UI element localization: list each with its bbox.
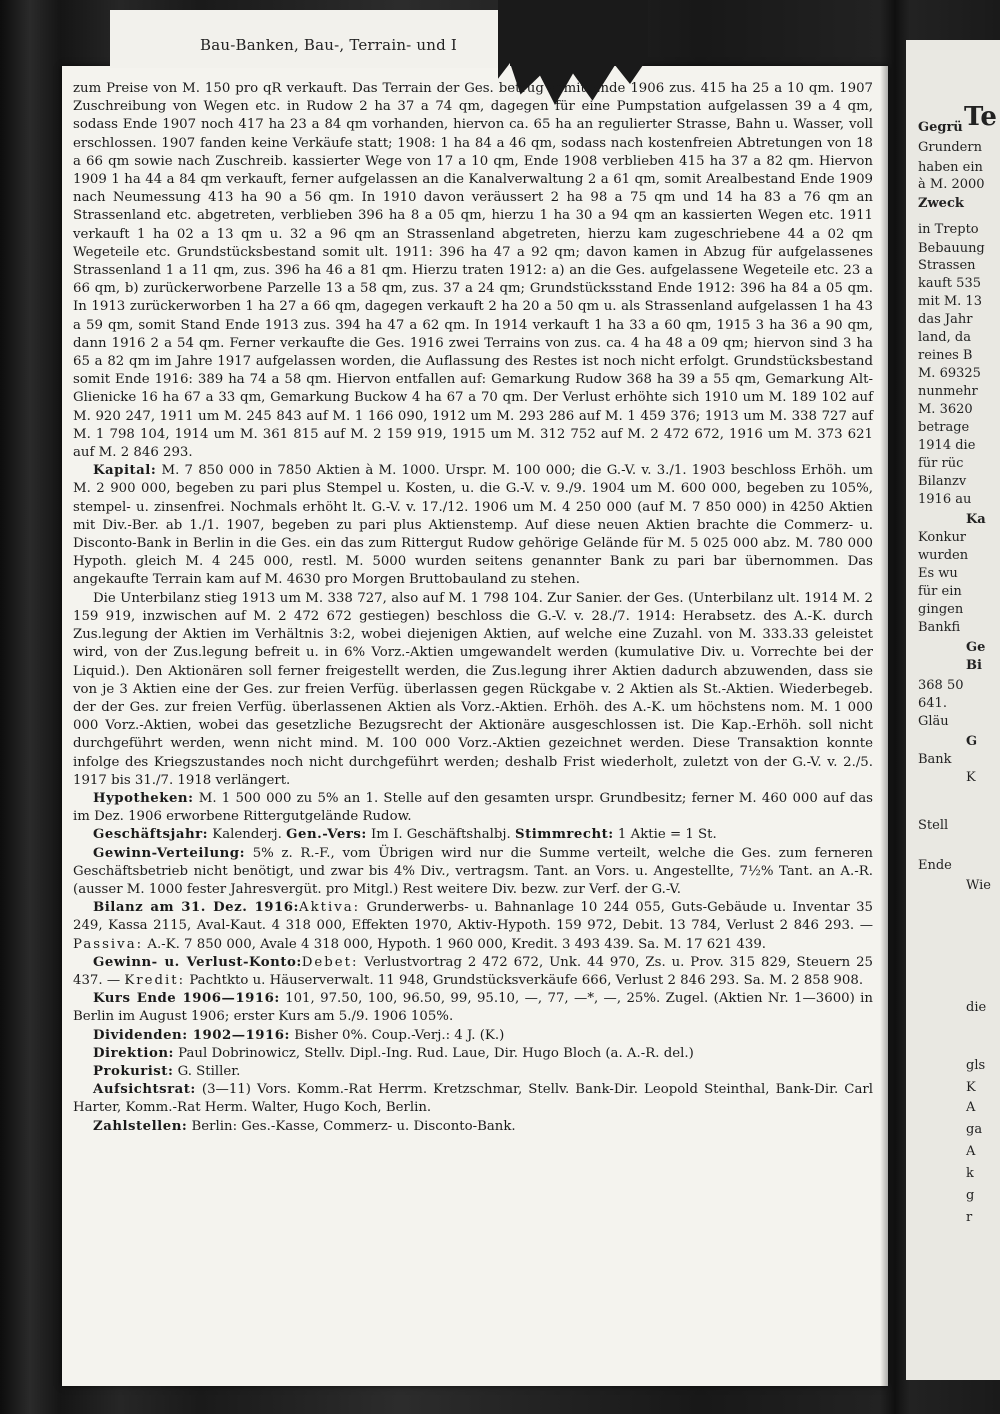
adjacent-page-line: K <box>966 1080 976 1095</box>
document-body <box>73 80 873 1136</box>
paragraph-text: 1 Aktie = 1 St. <box>613 827 717 843</box>
section-label: Kapital: <box>93 463 157 479</box>
paragraph <box>73 462 873 589</box>
adjacent-page-line: K <box>966 770 976 785</box>
adjacent-page-line: A <box>966 1144 976 1159</box>
adjacent-page-line: in Trepto <box>918 222 979 237</box>
paragraph-text: Paul Dobrinowicz, Stellv. Dipl.-Ing. Rud. Laue, Dir. Hugo Bloch (a. A.-R. del.) <box>173 1045 694 1061</box>
paragraph-text: M. 1 500 000 zu 5% an 1. Stelle auf den gesamten urspr. Grundbesitz; ferner M. 460 000 auf das im Dez. 1906 erworbene Rittergutgelände Rudow. <box>73 790 873 825</box>
section-label: Gen.-Vers: <box>286 827 367 843</box>
paragraph-text: 101, 97.50, 100, 96.50, 99, 95.10, —, 77, —*, —, 25%. Zugel. (Aktien Nr. 1—3600) in Berlin im August 1906; erster Kurs am 5./9. 1906 105%. <box>73 991 873 1025</box>
adjacent-page-line: r <box>966 1210 973 1225</box>
adjacent-page-line: M. 69325 <box>918 366 981 381</box>
adjacent-page-line: 1916 au <box>918 492 972 507</box>
paragraph-text: Bisher 0%. Coup.-Verj.: 4 J. (K.) <box>289 1027 505 1043</box>
paragraph <box>73 954 873 990</box>
paragraph <box>73 1118 873 1136</box>
adjacent-page-line: die <box>966 1000 987 1015</box>
paragraph <box>73 790 873 826</box>
paragraph <box>73 1063 873 1081</box>
adjacent-page-line: Gegrü <box>918 120 963 135</box>
section-label: Gewinn-Verteilung: <box>93 845 246 861</box>
adjacent-page-line: g <box>966 1188 975 1203</box>
paragraph-text: Pachtkto u. Häuserverwalt. 11 948, Grundstücksverkäufe 666, Verlust 2 846 293. Sa. M. 2 858 908. <box>185 972 864 988</box>
adjacent-page-line: Bankfi <box>918 620 961 635</box>
adjacent-page-line: G <box>966 734 978 749</box>
section-label: Kurs Ende 1906—1916: <box>93 991 280 1007</box>
section-label: Bilanz am 31. Dez. 1916: <box>93 900 299 916</box>
section-label: Zahlstellen: <box>93 1118 188 1134</box>
adjacent-page-line: A <box>966 1100 976 1115</box>
paragraph <box>73 80 873 462</box>
adjacent-page-line: das Jahr <box>918 312 973 327</box>
paragraph <box>73 990 873 1026</box>
adjacent-page-line: Ka <box>966 512 986 527</box>
paragraph-text: Berlin: Ges.-Kasse, Commerz- u. Disconto-Bank. <box>187 1118 516 1134</box>
adjacent-page-line: für rüc <box>918 456 964 471</box>
adjacent-page <box>906 40 1000 1380</box>
adjacent-page-line: reines B <box>918 348 973 363</box>
spaced-label: Passiva: <box>73 936 144 952</box>
paragraph-text: Die Unterbilanz stieg 1913 um M. 338 727, also auf M. 1 798 104. Zur Sanier. der Ges. (Unterbilanz ult. 1914 M. 2 159 919, inzwischen auf M. 2 472 672 gestiegen) beschloss die G.-V. v. 28./7. 1914: Herabsetz. des A.-K. durch Zus.legung der Aktien im Verhältnis 3:2, wobei diejenigen Aktien, auf welche eine Zuzahl. von M. 333.33 geleistet wird, von der Zus.legung befreit u. in 6% Vorz.-Aktien umgewandelt werden (kumulative Div. u. Vorrechte bei der Liquid.). Den Aktionären soll ferner freigestellt werden, die Zus.legung ihrer Aktien dadurch abzuwenden, dass sie von je 3 Aktien eine der Ges. zur freien Verfüg. überlassen gegen Rückgabe v. 2 Aktien als St.-Aktien. Wiederbegeb. der der Ges. zur freien Verfüg. überlassenen Aktien als Vorz.-Aktien. Erhöh. des A.-K. um höchstens nom. M. 1 000 000 Vorz.-Aktien, wobei das gesetzliche Bezugsrecht der Aktionäre ausgeschlossen ist. Die Kap.-Erhöh. soll nicht durchgeführt werden, wenn nicht mind. M. 100 000 Vorz.-Aktien gezeichnet werden. Diese Transaktion konnte infolge des Kriegszustandes noch nicht durchgeführt werden; deshalb Frist wiederholt, zuletzt von der G.-V. v. 2./5. 1917 bis 31./7. 1918 verlängert. <box>73 590 873 788</box>
adjacent-page-line: Bank <box>918 752 952 767</box>
paragraph-text: (3—11) Vors. Komm.-Rat Herrm. Kretzschmar, Stellv. Bank-Dir. Leopold Steinthal, Bank-Dir. Carl Harter, Komm.-Rat Herm. Walter, Hugo Koch, Berlin. <box>73 1082 873 1116</box>
spaced-label: Aktiva: <box>298 900 361 916</box>
adjacent-page-line: Zweck <box>918 196 964 211</box>
adjacent-page-line: ga <box>966 1122 983 1137</box>
paragraph-text: zum Preise von M. 150 pro qR verkauft. Das Terrain der Ges. betrug somit Ende 1906 zus. 415 ha 25 a 10 qm. 1907 Zuschreibung von Wegen etc. in Rudow 2 ha 37 a 74 qm, dagegen für eine Pumpstation aufgelassen 39 a 4 qm, sodass Ende 1907 noch 417 ha 23 a 84 qm vorhanden, hiervon ca. 65 ha an regulierter Strasse, Bahn u. Wasser, voll erschlossen. 1907 fanden keine Verkäufe statt; 1908: 1 ha 84 a 46 qm, sodass nach kostenfreien Abtretungen von 18 a 66 qm sowie nach Zuschreib. kassierter Wege von 17 a 10 qm, Ende 1908 verblieben 415 ha 37 a 82 qm. Hiervon 1909 1 ha 44 a 84 qm verkauft, ferner aufgelassen an die Kanalverwaltung 2 a 61 qm, somit Arealbestand Ende 1909 nach Neumessung 413 ha 90 a 56 qm. In 1910 davon veräussert 2 ha 98 a 75 qm und 14 ha 83 a 76 qm an Strassenland etc. abgetreten, verblieben 396 ha 8 a 05 qm, hierzu 1 ha 30 a 94 qm an kassierten Wegen etc. 1911 verkauft 1 ha 02 a 13 qm u. 32 a 96 qm an Strassenland abgetreten, hierzu kam zugeschriebene 44 a 02 qm Wegeteile etc. Grundstücksbestand somit ult. 1911: 396 ha 47 a 92 qm; davon kamen in Abzug für aufgelassenes Strassenland 1 a 11 qm, zus. 396 ha 46 a 81 qm. Hierzu traten 1912: a) an die Ges. aufgelassene Wegeteile etc. 23 a 66 qm, b) zurückerworbene Parzelle 13 a 58 qm, zus. 37 a 24 qm; Grundstücksstand Ende 1912: 396 ha 84 a 05 qm. In 1913 zurückerworben 1 ha 27 a 66 qm, dagegen verkauft 2 ha 20 a 50 qm u. als Strassenland aufgelassen 1 ha 43 a 59 qm, somit Stand Ende 1913 zus. 394 ha 47 a 62 qm. In 1914 verkauft 1 ha 33 a 60 qm, 1915 3 ha 36 a 90 qm, dann 1916 2 a 54 qm. Ferner verkaufte die Ges. 1916 zwei Terrains von zus. ca. 4 ha 48 a 09 qm; hiervon sind 3 ha 65 a 82 qm im Jahre 1917 aufgelassen worden, die Auflassung des Restes ist noch nicht erfolgt. Grundstücksbestand somit Ende 1916: 389 ha 74 a 58 qm. Hiervon entfallen auf: Gemarkung Rudow 368 ha 39 a 55 qm, Gemarkung Alt-Glienicke 16 ha 67 a 33 qm, Gemarkung Buckow 4 ha 67 a 70 qm. Der Verlust erhöhte sich 1910 um M. 189 102 auf M. 920 247, 1911 um M. 245 843 auf M. 1 166 090, 1912 um M. 293 286 auf M. 1 459 376; 1913 um M. 338 727 auf M. 1 798 104, 1914 um M. 361 815 auf M. 2 159 919, 1915 um M. 312 752 auf M. 2 472 672, 1916 um M. 373 621 auf M. 2 846 293. <box>73 81 873 461</box>
adjacent-page-line: Gläu <box>918 714 949 729</box>
adjacent-page-line: 1914 die <box>918 438 976 453</box>
paragraph <box>73 899 873 954</box>
adjacent-page-line: Bi <box>966 658 982 673</box>
section-label: Gewinn- u. Verlust-Konto: <box>93 954 302 970</box>
paragraph <box>73 826 873 844</box>
paragraph-text: Grunderwerbs- u. Bahnanlage 10 244 055, Guts-Gebäude u. Inventar 35 249, Kassa 2115, Aval-Kaut. 4 318 000, Effekten 1970, Aktiv-Hypoth. 159 972, Debit. 13 784, Verlust 2 846 293. — <box>73 900 873 934</box>
running-header: Bau-Banken, Bau-, Terrain- und I <box>200 36 458 54</box>
adjacent-page-line: Ende <box>918 858 952 873</box>
adjacent-page-line: Es wu <box>918 566 958 581</box>
section-label: Direktion: <box>93 1045 174 1061</box>
adjacent-page-line: Konkur <box>918 530 967 545</box>
paragraph <box>73 1081 873 1117</box>
adjacent-page-line: Stell <box>918 818 949 833</box>
paragraph <box>73 1027 873 1045</box>
adjacent-page-line: M. 3620 <box>918 402 973 417</box>
section-label: Hypotheken: <box>93 790 194 806</box>
adjacent-page-title: Te <box>964 102 997 132</box>
section-label: Aufsichtsrat: <box>93 1082 196 1098</box>
paragraph-text: Im I. Geschäftshalbj. <box>366 827 515 843</box>
section-label: Prokurist: <box>93 1063 174 1079</box>
paragraph <box>73 590 873 790</box>
paragraph-text: Kalenderj. <box>208 827 287 843</box>
adjacent-page-line: à M. 2000 <box>918 177 985 192</box>
adjacent-page-line: 641. <box>918 696 947 711</box>
adjacent-page-line: Bilanzv <box>918 474 967 489</box>
adjacent-page-line: kauft 535 <box>918 276 981 291</box>
paragraph-text: 5% z. R.-F., vom Übrigen wird nur die Summe verteilt, welche die Ges. zum ferneren Geschäftsbetrieb nicht benötigt, und zwar bis 4% Div., vertragsm. Tant. an Vors. u. Angestellte, 7½% Tant. an A.-R. (ausser M. 1000 fester Jahresvergüt. pro Mitgl.) Rest weitere Div. bezw. zur Verf. der G.-V. <box>73 845 873 897</box>
adjacent-page-line: betrage <box>918 420 970 435</box>
adjacent-page-line: haben ein <box>918 160 983 175</box>
paragraph-text: Verlustvortrag 2 472 672, Unk. 44 970, Zs. u. Prov. 315 829, Steuern 25 437. — <box>73 954 874 988</box>
adjacent-page-line: Ge <box>966 640 986 655</box>
adjacent-page-line: k <box>966 1166 974 1181</box>
adjacent-page-line: gls <box>966 1058 986 1073</box>
paragraph <box>73 845 873 900</box>
paragraph-text: G. Stiller. <box>173 1063 241 1079</box>
section-label: Stimmrecht: <box>514 827 614 843</box>
adjacent-page-line: nunmehr <box>918 384 978 399</box>
spaced-label: Kredit: <box>124 972 186 988</box>
adjacent-page-line: Strassen <box>918 258 976 273</box>
adjacent-page-line: Wie <box>966 878 991 893</box>
adjacent-page-line: land, da <box>918 330 971 345</box>
adjacent-page-line: gingen <box>918 602 964 617</box>
paragraph-text: A.-K. 7 850 000, Avale 4 318 000, Hypoth. 1 960 000, Kredit. 3 493 439. Sa. M. 17 621 439. <box>143 936 767 952</box>
spaced-label: Debet: <box>301 954 359 970</box>
adjacent-page-line: Bebauung <box>918 241 985 256</box>
adjacent-page-line: Grundern <box>918 140 982 155</box>
adjacent-page-line: 368 50 <box>918 678 964 693</box>
paragraph-text: M. 7 850 000 in 7850 Aktien à M. 1000. Urspr. M. 100 000; die G.-V. v. 3./1. 1903 beschloss Erhöh. um M. 2 900 000, begeben zu pari plus Stempel u. Kosten, u. die G.-V. v. 9./9. 1904 um M. 600 000, begeben zu 105%, stempel- u. zinsenfrei. Nochmals erhöht lt. G.-V. v. 17./12. 1906 um M. 4 250 000 (auf M. 7 850 000) in 4250 Aktien mit Div.-Ber. ab 1./1. 1907, begeben zu pari plus Aktienstemp. Auf diese neuen Aktien brachte die Commerz- u. Disconto-Bank in Berlin in die Ges. ein das zum Rittergut Rudow gehörige Gelände für M. 5 025 000 abz. M. 780 000 Hypoth. gleich M. 4 245 000, restl. M. 5000 wurden seitens genannter Bank zu pari bar übernommen. Das angekaufte Terrain kam auf M. 4630 pro Morgen Bruttobauland zu stehen. <box>73 463 873 588</box>
section-label: Dividenden: 1902—1916: <box>93 1027 290 1043</box>
paragraph <box>73 1045 873 1063</box>
section-label: Geschäftsjahr: <box>93 827 209 843</box>
adjacent-page-line: mit M. 13 <box>918 294 982 309</box>
adjacent-page-line: für ein <box>918 584 962 599</box>
adjacent-page-line: wurden <box>918 548 969 563</box>
